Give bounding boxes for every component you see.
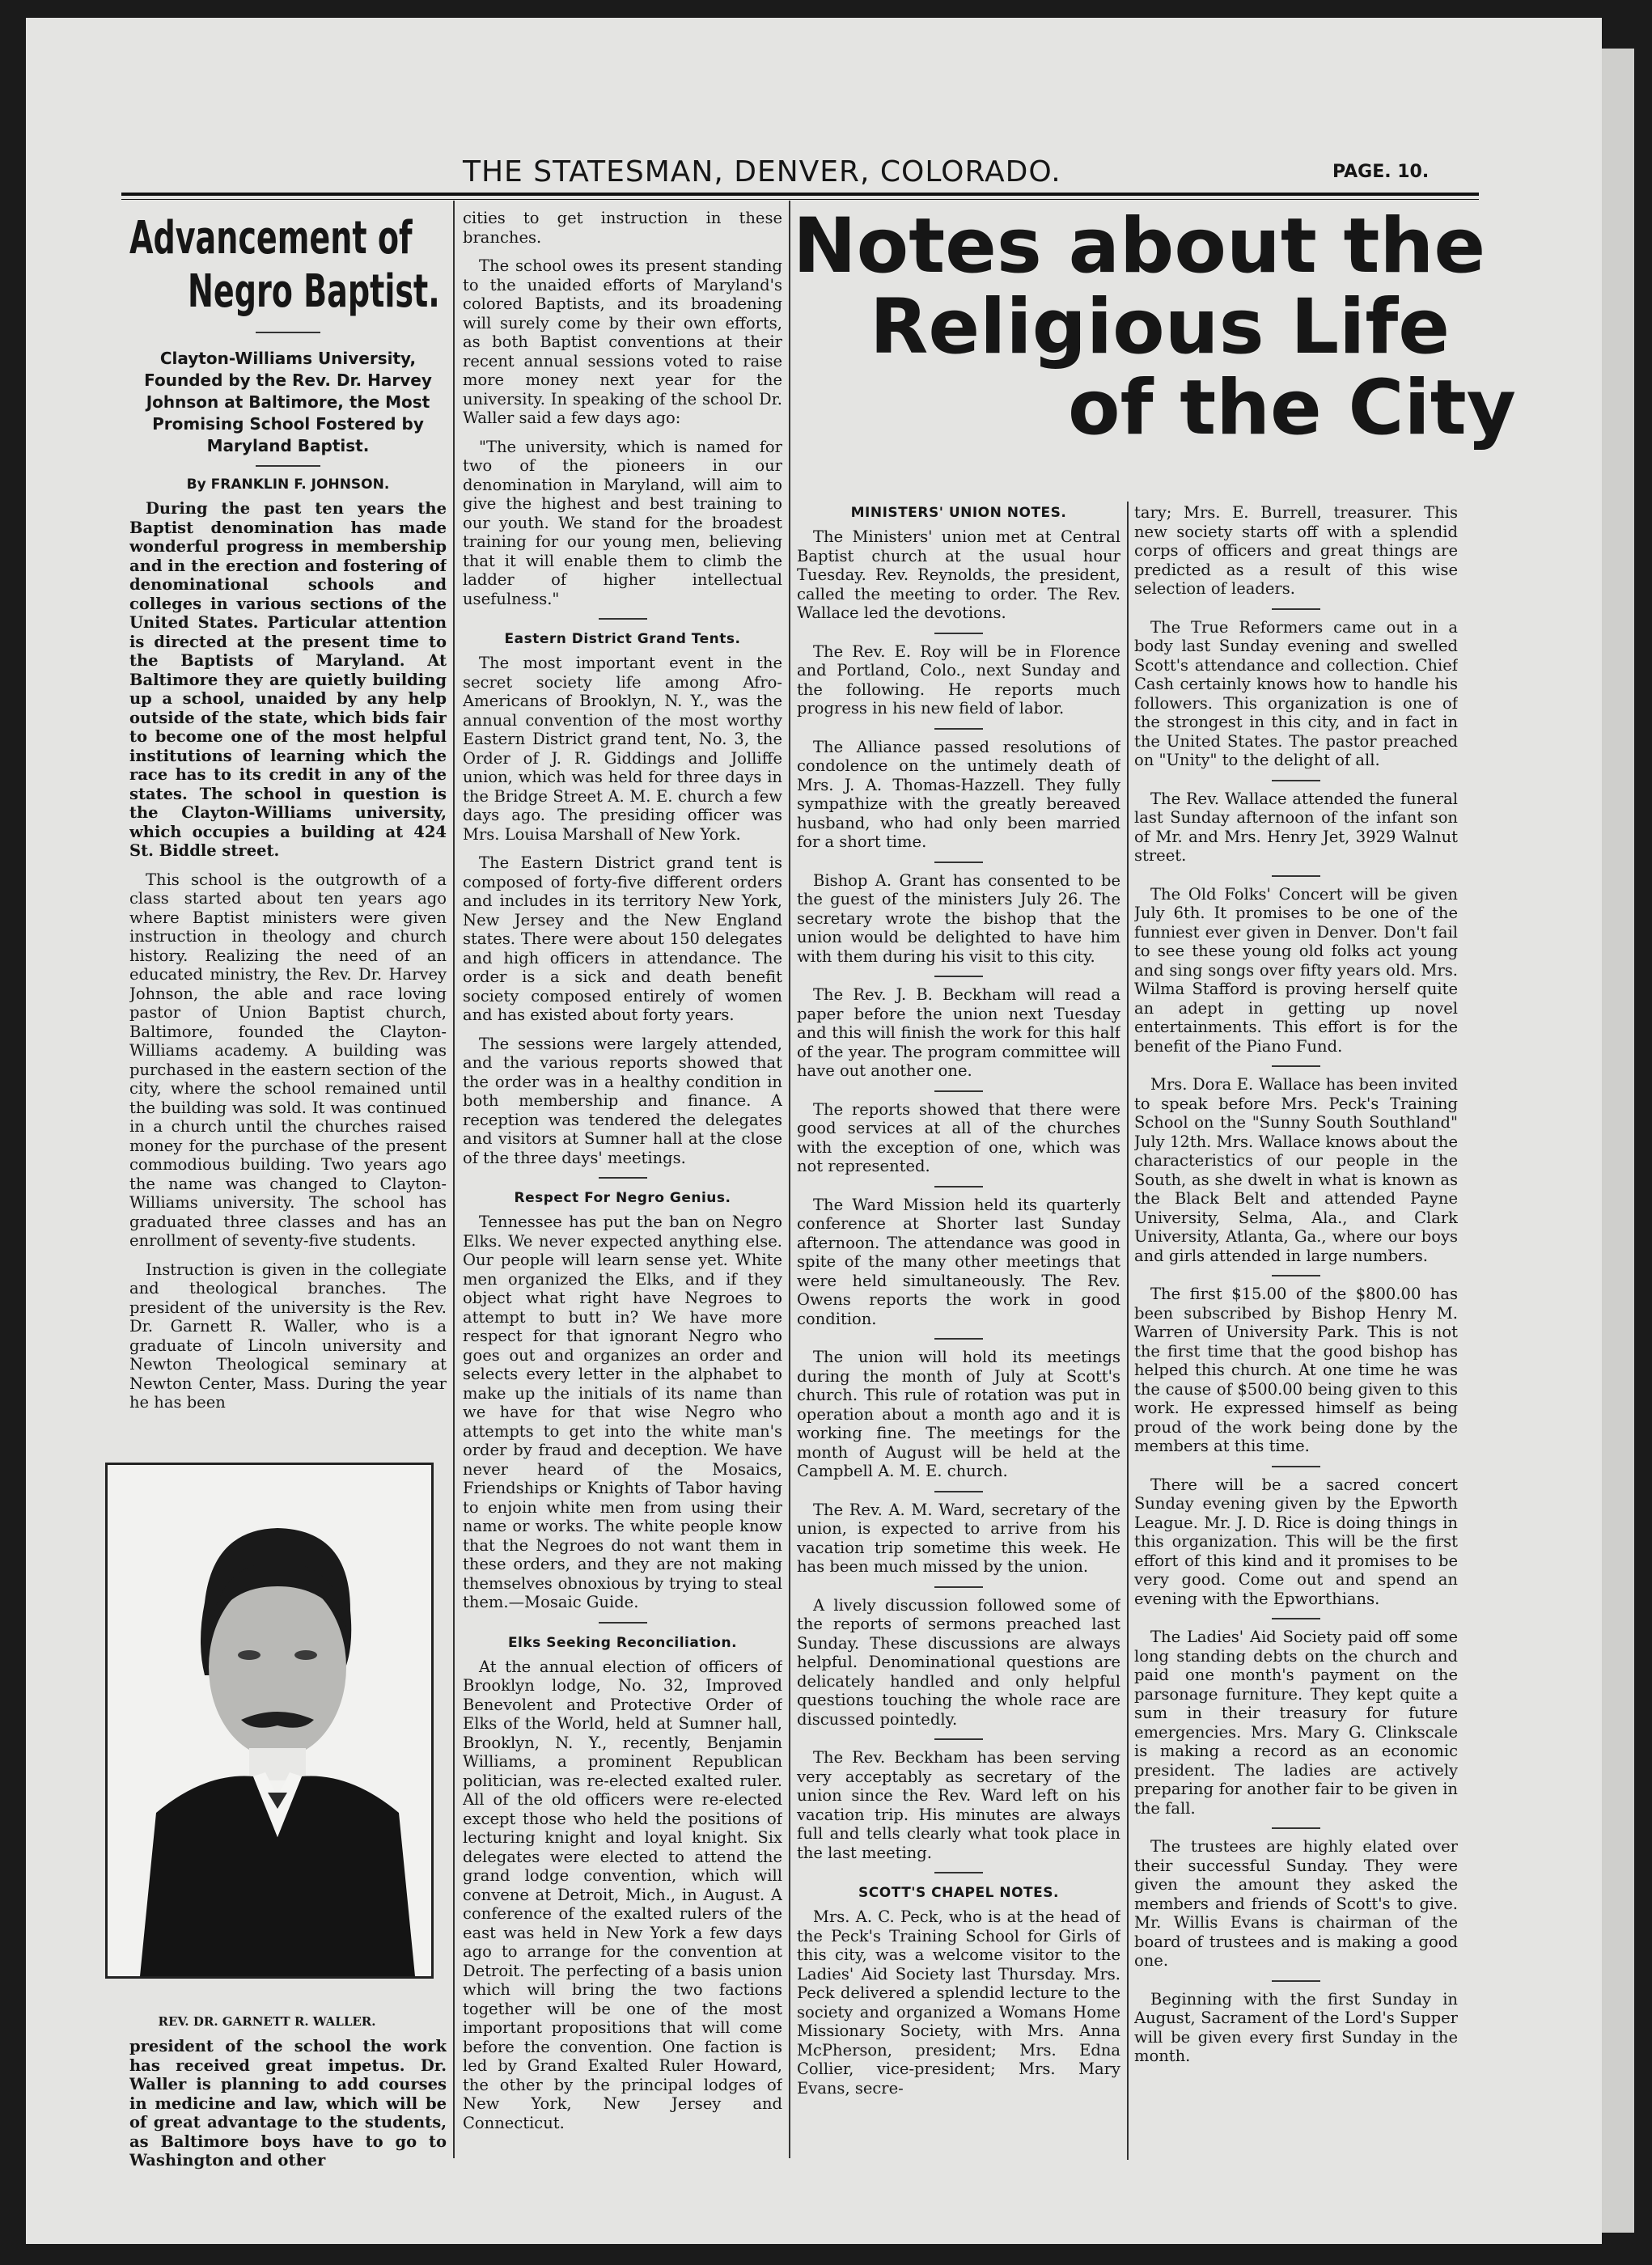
byline: By FRANKLIN F. JOHNSON. (186, 476, 390, 493)
paragraph: There will be a sacred concert Sunday evening given by the Epworth League. Mr. J. D. Rice is doing things in this organization. This will be the first effort of this kind and it promises to be very good. Come out and spend an evening with the Epworthians. (1134, 1475, 1458, 1608)
subhead-ministers-union: MINISTERS' UNION NOTES. (850, 505, 1067, 521)
separator (934, 1338, 983, 1340)
separator (1272, 1618, 1320, 1619)
column-divider (453, 201, 455, 2158)
paragraph: The Rev. J. B. Beckham will read a paper before the union next Tuesday and this will finish the work for this half of the year. The program committee will have out another one. (797, 985, 1120, 1080)
adjacent-page-edge (1602, 49, 1634, 2233)
column-ministers-union (797, 502, 1120, 2176)
separator (1272, 608, 1320, 610)
subhead-eastern-district: Eastern District Grand Tents. (504, 631, 741, 647)
paragraph: The reports showed that there were good services at all of the churches with the exception of one, which was not represented. (797, 1099, 1120, 1175)
separator (934, 1186, 983, 1188)
masthead-title: THE STATESMAN, DENVER, COLORADO. (463, 155, 1061, 188)
paragraph: Beginning with the first Sunday in August, Sacrament of the Lord's Supper will be given every first Sunday in the month. (1134, 1989, 1458, 2065)
separator (934, 1491, 983, 1492)
headline-religious-line2: Religious Life (870, 283, 1451, 371)
masthead-rule-thin (121, 199, 1479, 200)
paragraph: The union will hold its meetings during the month of July at Scott's church. This rule of rotation was put in operation about a month ago and it is working fine. The meetings for the month of August will be held at the Campbell A. M. E. church. (797, 1348, 1120, 1480)
paragraph: Mrs. Dora E. Wallace has been invited to speak before Mrs. Peck's Training School on the "Sunny South Southland" July 12th. Mrs. Wallace knows about the characteristics of our people in the South, as she dwelt in what is known as the Black Belt and attended Payne University, Selma, Ala., and Clark University, Atlanta, Ga., where our boys and girls attended in large numbers. (1134, 1075, 1458, 1265)
paragraph: The Old Folks' Concert will be given July 6th. It promises to be one of the funniest ever given in Denver. Don't fail to see these young old folks act young and sing songs over fifty years old. Mrs. Wilma Stafford is proving herself quite an adept in getting up novel entertainments. This effort is for the benefit of the Piano Fund. (1134, 884, 1458, 1056)
masthead-rule (121, 193, 1479, 196)
article-deck: Clayton-Williams University, Founded by the Rev. Dr. Harvey Johnson at Baltimore, the Most Promising School Fostered by Maryland Baptist. (144, 349, 432, 455)
separator (1272, 1065, 1320, 1067)
separator (1272, 1275, 1320, 1276)
paragraph: The Rev. Beckham has been serving very acceptably as secretary of the union since the Rev. Ward left on his vacation trip. His minutes are always full and tells clearly what took place in the last meeting. (797, 1748, 1120, 1862)
paragraph: The Eastern District grand tent is composed of forty-five different orders and includes in its territory New York, New Jersey and the New England states. There were about 150 delegates and high officers in attendance. The order is a sick and death benefit society composed entirely of women and has existed about forty years. (463, 853, 782, 1024)
paragraph: The True Reformers came out in a body last Sunday evening and swelled Scott's attendance and collection. Chief Cash certainly knows how to handle his followers. This organization is one of the strongest in this city, and in fact in the United States. The pastor preached on "Unity" to the delight of all. (1134, 617, 1458, 769)
headline-advancement-line1: Advancement of (129, 212, 413, 265)
column-scotts-chapel-continued (1134, 503, 1458, 2178)
separator (1272, 780, 1320, 781)
article-advancement (129, 212, 447, 1458)
paragraph: The Rev. Wallace attended the funeral last Sunday afternoon of the infant son of Mr. and Mrs. Henry Jet, 3929 Walnut street. (1134, 789, 1458, 865)
portrait-illustration (108, 1465, 431, 1976)
headline-religious-line3: of the City (1068, 364, 1516, 452)
paragraph: "The university, which is named for two of the pioneers in our denomination in Maryland, will aim to give the highest and best training to our youth. We stand for the broadest training for our young men, believing that it will enable them to climb the ladder of higher intellectual usefulness." (463, 437, 782, 608)
page-number: PAGE. 10. (1332, 162, 1430, 182)
paragraph: At the annual election of officers of Brooklyn lodge, No. 32, Improved Benevolent and Protective Order of Elks of the World, held at Sumner hall, Brooklyn, N. Y., recently, Benjamin Williams, a prominent Republican politician, was re-elected exalted ruler. All of the old officers were re-elected except those who held the positions of lecturing knight and loyal knight. Six delegates were elected to attend the grand lodge convention, which will convene at Detroit, Mich., in August. A conference of the exalted rulers of the east was held in New York a few days ago to arrange for the convention at Detroit. The perfecting of a basis union which will bring the two factions together will be one of the most important propositions that will come before the convention. One faction is led by Grand Exalted Ruler Howard, the other by the principal lodges of New York, New Jersey and Connecticut. (463, 1657, 782, 2132)
paragraph: The Alliance passed resolutions of condolence on the untimely death of Mrs. J. A. Thomas-Hazzell. They fully sympathize with the greatly bereaved husband, who had only been married for a short time. (797, 737, 1120, 851)
headline-religious-line1: Notes about the (793, 202, 1486, 290)
photo-caption: REV. DR. GARNETT R. WALLER. (158, 2014, 376, 2029)
separator (599, 1622, 647, 1624)
separator (934, 862, 983, 863)
subhead-respect-negro-genius: Respect For Negro Genius. (514, 1190, 731, 1206)
separator (934, 1586, 983, 1588)
paragraph: The first $15.00 of the $800.00 has been subscribed by Bishop Henry M. Warren of University Park. This is not the first time that the good bishop has helped this church. At one time he was the cause of $500.00 being given to this work. He expressed himself as being proud of the work being done by the members at this time. (1134, 1285, 1458, 1455)
article-advancement-continued (129, 2037, 447, 2191)
paragraph: During the past ten years the Baptist denomination has made wonderful progress in membership and in the erection and fostering of denominational schools and colleges in various sections of the United States. Particular attention is directed at the present time to the Baptists of Maryland. At Baltimore they are quietly building up a school, unaided by any help outside of the state, which bids fair to become one of the most helpful institutions of learning which the race has to its credit in any of the states. The school in question is the Clayton-Williams university, which occupies a building at 424 St. Biddle street. (129, 499, 447, 860)
separator (934, 728, 983, 730)
paragraph: The Ladies' Aid Society paid off some long standing debts on the church and paid one month's payment on the parsonage furniture. They kept quite a sum in their treasury for future emergencies. Mrs. Mary G. Clinkscale is making a record as an economic president. The ladies are actively preparing for another fair to be given in the fall. (1134, 1628, 1458, 1818)
separator (256, 465, 320, 467)
paragraph: tary; Mrs. E. Burrell, treasurer. This new society starts off with a splendid corps of officers and great things are predicted as a result of this wise selection of leaders. (1134, 503, 1458, 598)
separator (934, 1738, 983, 1740)
paragraph: The sessions were largely attended, and the various reports showed that the order was in a healthy condition in both membership and finance. A reception was tendered the delegates and visitors at Sumner hall at the close of the three days' meetings. (463, 1034, 782, 1167)
paragraph: A lively discussion followed some of the reports of sermons preached last Sunday. These discussions are always helpful. Denominational questions are delicately handled and only helpful questions touching the whole race are discussed pointedly. (797, 1595, 1120, 1729)
masthead (26, 139, 1602, 188)
paragraph: Instruction is given in the collegiate and theological branches. The president of the university is the Rev. Dr. Garnett R. Waller, who is a graduate of Lincoln university and Newton Theological seminary at Newton Center, Mass. During the year he has been (129, 1260, 447, 1412)
separator (934, 976, 983, 977)
separator (1272, 1980, 1320, 1982)
headline-religious-life (773, 202, 1516, 452)
paragraph: Tennessee has put the ban on Negro Elks. We never expected anything else. Our people will learn sense yet. White men organized the Elks, and if they object what right have Negroes to attempt to butt in? We have more respect for that ignorant Negro who goes out and organizes an order and selects every letter in the alphabet to make up the initials of its name than we have for that wise Negro who attempts to get into the white man's order by fraud and deception. We have never heard of the Mosaics, Friendships or Knights of Tabor having to enjoin white men from using their name or works. The white people know that the Negroes do not want them in these orders, and they are not making themselves obnoxious by trying to steal them.—Mosaic Guide. (463, 1213, 782, 1611)
paragraph: cities to get instruction in these branches. (463, 209, 782, 247)
paragraph: The Rev. E. Roy will be in Florence and Portland, Colo., next Sunday and the following. He reports much progress in his new field of labor. (797, 641, 1120, 718)
subhead-scotts-chapel: SCOTT'S CHAPEL NOTES. (858, 1885, 1059, 1901)
paragraph: The Rev. A. M. Ward, secretary of the union, is expected to arrive from his vacation trip sometime this week. He has been much missed by the union. (797, 1500, 1120, 1576)
separator (599, 618, 647, 620)
column-divider (1127, 502, 1129, 2160)
paragraph: Bishop A. Grant has consented to be the guest of the ministers July 26. The secretary wrote the bishop that the union would be delighted to have him with them during his visit to this city. (797, 870, 1120, 966)
separator (599, 1177, 647, 1179)
separator (1272, 1827, 1320, 1829)
headline-advancement-line2: Negro Baptist. (188, 265, 440, 318)
separator (1272, 1466, 1320, 1467)
column-divider (789, 201, 790, 2158)
paragraph: The most important event in the secret society life among Afro-Americans of Brooklyn, N. Y., was the annual convention of the most worthy Eastern District grand tent, No. 3, the Order of J. R. Giddings and Jolliffe union, which was held for three days in the Bridge Street A. M. E. church a few days ago. The presiding officer was Mrs. Louisa Marshall of New York. (463, 654, 782, 844)
separator (256, 332, 320, 333)
paragraph: The Ward Mission held its quarterly conference at Shorter last Sunday afternoon. The attendance was good in spite of the many other meetings that were held simultaneously. The Rev. Owens reports the work in good condition. (797, 1195, 1120, 1328)
paragraph: The trustees are highly elated over their successful Sunday. They were given the amount they asked the members and friends of Scott's to give. Mr. Willis Evans is chairman of the board of trustees and is making a good one. (1134, 1837, 1458, 1970)
column-society-news (463, 209, 782, 2174)
paragraph: The school owes its present standing to the unaided efforts of Maryland's colored Baptists, and its broadening will surely come by their own efforts, as both Baptist conventions at their recent annual sessions voted to raise more money next year for the university. In speaking of the school Dr. Waller said a few days ago: (463, 256, 782, 427)
separator (934, 1090, 983, 1092)
paragraph: Mrs. A. C. Peck, who is at the head of the Peck's Training School for Girls of this city, was a welcome visitor to the Ladies' Aid Society last Thursday. Mrs. Peck delivered a splendid lecture to the society and organized a Womans Home Missionary Society, with Mrs. Anna McPherson, president; Mrs. Edna Collier, vice-president; Mrs. Mary Evans, secre- (797, 1907, 1120, 2098)
portrait-photo (105, 1463, 434, 1979)
separator (1272, 875, 1320, 877)
paragraph: The Ministers' union met at Central Baptist church at the usual hour Tuesday. Rev. Reynolds, the president, called the meeting to order. The Rev. Wallace led the devotions. (797, 527, 1120, 622)
separator (934, 1872, 983, 1873)
paragraph: president of the school the work has received great impetus. Dr. Waller is planning to add courses in medicine and law, which will be of great advantage to the students, as Baltimore boys have to go to Washington and other (129, 2037, 447, 2170)
separator (934, 633, 983, 634)
paragraph: This school is the outgrowth of a class started about ten years ago where Baptist ministers were given instruction in theology and church history. Realizing the need of an educated ministry, the Rev. Dr. Harvey Johnson, the able and race loving pastor of Union Baptist church, Baltimore, founded the Clayton-Williams academy. A building was purchased in the eastern section of the city, where the school remained until the building was sold. It was continued in a church until the churches raised money for the purchase of the present commodious building. Two years ago the name was changed to Clayton-Williams university. The school has graduated three classes and has an enrollment of seventy-five students. (129, 870, 447, 1250)
subhead-elks-reconciliation: Elks Seeking Reconciliation. (507, 1634, 738, 1651)
